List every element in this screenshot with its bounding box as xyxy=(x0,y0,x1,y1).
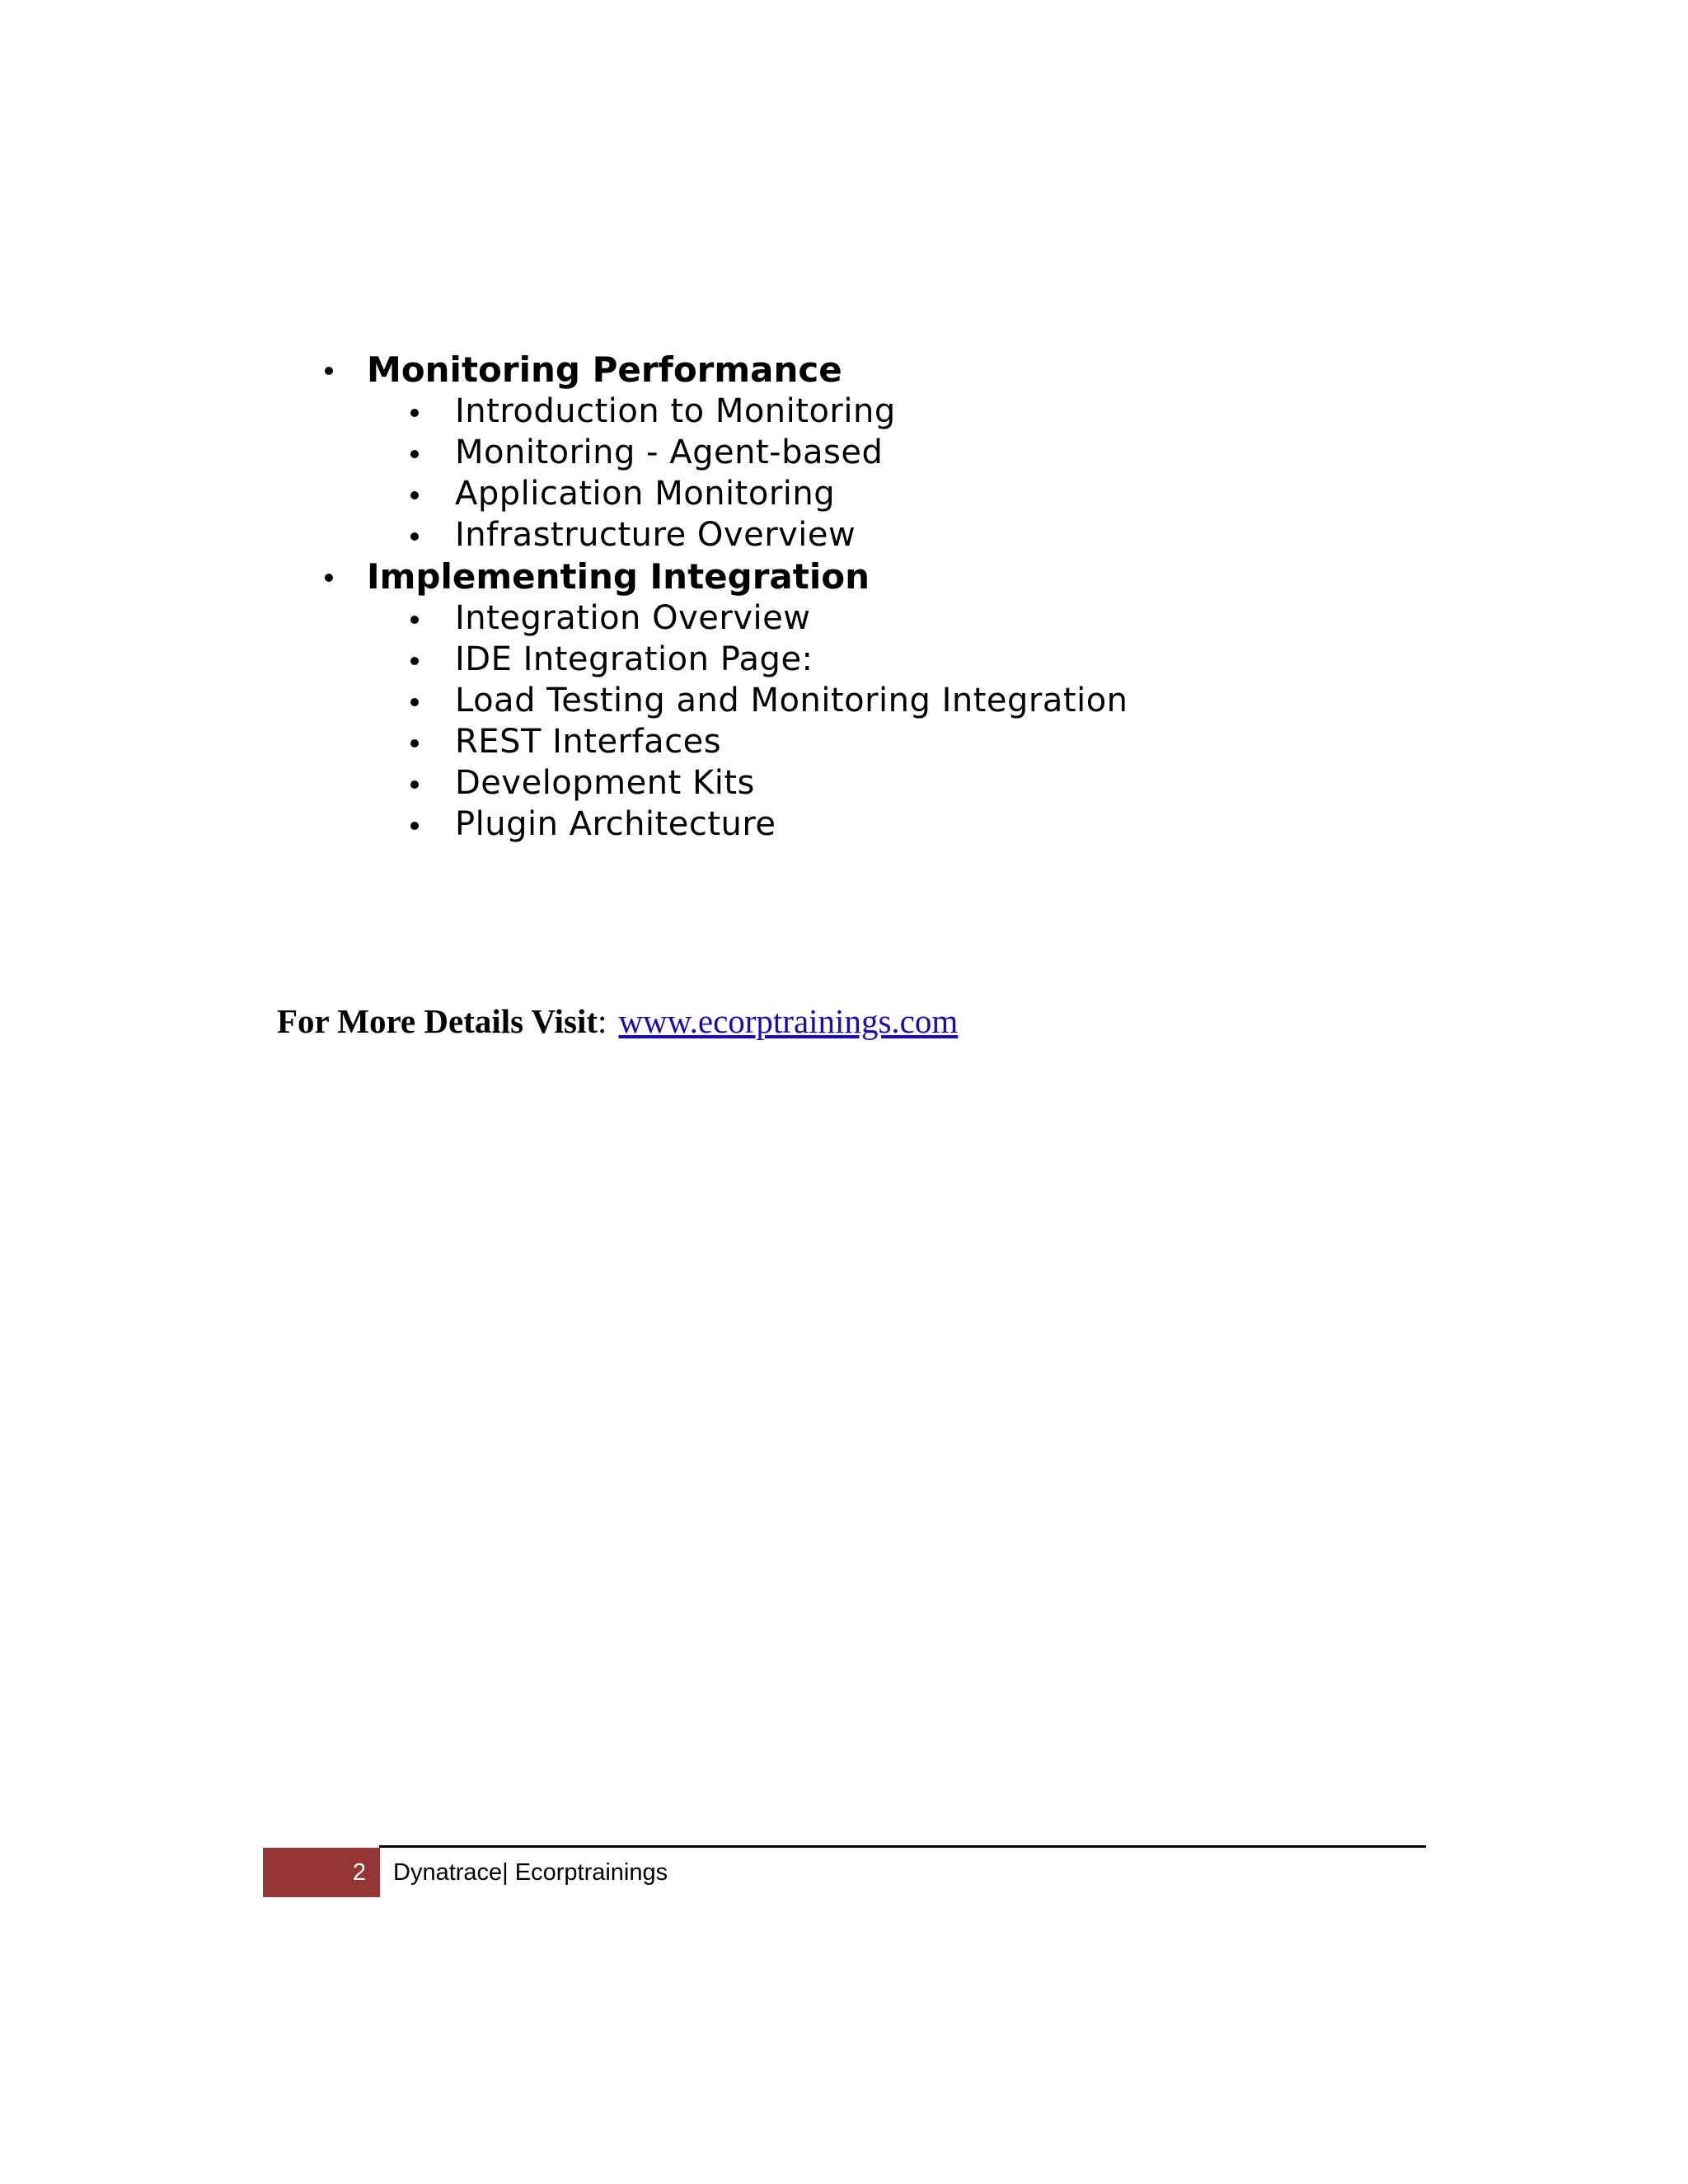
bullet-icon xyxy=(410,698,419,706)
list-item-label: REST Interfaces xyxy=(455,723,722,761)
website-link[interactable]: www.ecorptrainings.com xyxy=(618,1002,959,1040)
list-item xyxy=(321,762,1558,804)
list-item xyxy=(321,473,1558,514)
course-outline xyxy=(321,349,1558,845)
details-line xyxy=(277,1001,958,1041)
list-item xyxy=(321,680,1558,721)
bullet-icon xyxy=(410,822,419,830)
list-item xyxy=(321,514,1558,555)
list-item-label: Introduction to Monitoring xyxy=(455,392,896,430)
list-item xyxy=(321,639,1558,680)
bullet-icon xyxy=(410,450,419,458)
list-item xyxy=(321,598,1558,639)
list-item xyxy=(321,432,1558,473)
page-number: 2 xyxy=(263,1848,380,1897)
section-heading xyxy=(321,349,1558,391)
list-item-label: IDE Integration Page: xyxy=(455,640,814,678)
list-item xyxy=(321,721,1558,762)
list-item-label: Integration Overview xyxy=(455,599,811,637)
details-separator: : xyxy=(598,1002,607,1040)
bullet-icon xyxy=(325,574,333,582)
list-item-label: Infrastructure Overview xyxy=(455,516,856,554)
bullet-icon xyxy=(410,491,419,499)
details-label: For More Details Visit xyxy=(277,1002,598,1040)
bullet-icon xyxy=(410,657,419,665)
bullet-icon xyxy=(410,409,419,417)
bullet-icon xyxy=(410,616,419,624)
list-item-label: Development Kits xyxy=(455,764,755,802)
bullet-icon xyxy=(410,780,419,789)
list-item-label: Monitoring - Agent-based xyxy=(455,434,884,471)
section-heading xyxy=(321,555,1558,598)
bullet-icon xyxy=(410,532,419,541)
list-item xyxy=(321,804,1558,845)
list-item-label: Load Testing and Monitoring Integration xyxy=(455,682,1128,719)
section-title: Monitoring Performance xyxy=(367,349,842,390)
list-item xyxy=(321,391,1558,432)
section-title: Implementing Integration xyxy=(367,556,870,597)
list-item-label: Application Monitoring xyxy=(455,475,836,513)
footer-text: Dynatrace| Ecorptrainings xyxy=(393,1859,668,1886)
list-item-label: Plugin Architecture xyxy=(455,805,776,843)
bullet-icon xyxy=(410,739,419,748)
bullet-icon xyxy=(325,367,333,375)
